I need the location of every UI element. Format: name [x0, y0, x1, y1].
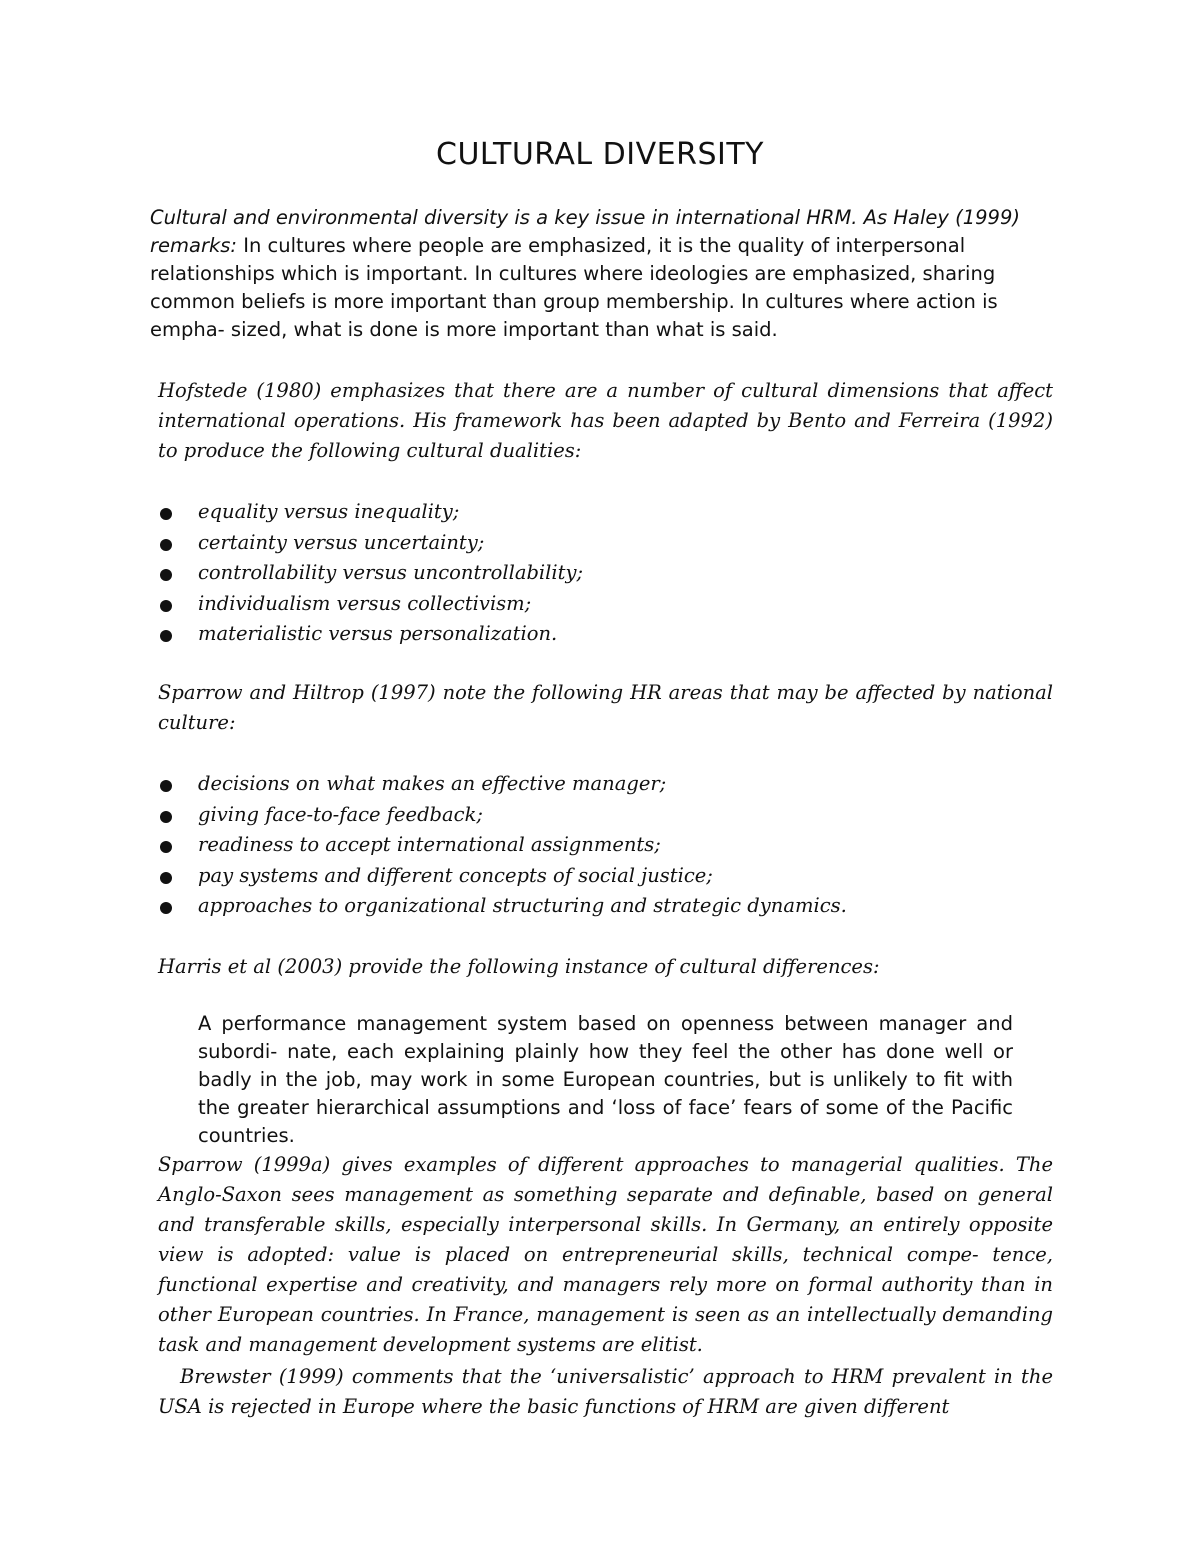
bullet-icon [160, 811, 172, 823]
list-item [158, 558, 583, 589]
list-item-text: materialistic versus personalization. [198, 622, 558, 645]
list-item-text: giving face-to-face feedback; [198, 802, 483, 826]
list-item [158, 891, 847, 922]
bullet-icon [160, 600, 172, 612]
bullet-icon [160, 539, 172, 551]
intro-body-text: In cultures where people are emphasized, it is the quality of interpersonal relationships which is important. In cultures where ideologies are emphasized, sharing common beliefs is more important than group membership. In cultures where action is empha- sized, what is done is more important than what is said. [150, 234, 998, 341]
page-title: CULTURAL DIVERSITY [436, 137, 764, 172]
hr-areas-list [158, 769, 847, 922]
bullet-icon [160, 569, 172, 581]
harris-paragraph: Harris et al (2003) provide the following instance of cultural differences: [158, 955, 880, 978]
bullet-icon [160, 630, 172, 642]
list-item-text: readiness to accept international assignments; [198, 833, 661, 856]
bullet-icon [160, 902, 172, 914]
bullet-icon [160, 508, 172, 520]
sparrow-1999a-paragraph: Sparrow (1999a) gives examples of different approaches to managerial qualities. The Anglo-Saxon sees management as something separate and definable, based on general and transferable skills, especially interpersonal skills. In Germany, an entirely opposite view is adopted: value is placed on entrepreneurial skills, technical compe- tence, functional expertise and creativity, and managers rely more on formal authority than in other European countries. In France, management is seen as an intellectually demanding task and management development systems are elitist. [158, 1153, 1053, 1356]
list-item-text: equality versus inequality; [198, 500, 460, 523]
bullet-icon [160, 780, 172, 792]
list-item [158, 830, 847, 861]
list-item-text: controllability versus uncontrollability; [198, 561, 584, 584]
intro-paragraph [150, 204, 1050, 344]
intro-italic-lead: Cultural and environmental diversity is a key issue in international HRM. As Haley (1999) remarks: [150, 206, 1020, 257]
list-item [158, 861, 847, 892]
list-item-text: decisions on what makes an effective manager; [198, 772, 667, 795]
list-item-text: certainty versus uncertainty; [198, 530, 485, 554]
list-item-text: approaches to organizational structuring and strategic dynamics. [198, 894, 847, 917]
hofstede-paragraph: Hofstede (1980) emphasizes that there are a number of cultural dimensions that affect international operations. His framework has been adapted by Bento and Ferreira (1992) to produce the following cultural dualities: [158, 379, 1053, 462]
sparrow-hiltrop-paragraph: Sparrow and Hiltrop (1997) note the following HR areas that may be affected by national culture: [158, 681, 1053, 734]
list-item [158, 528, 583, 559]
list-item [158, 800, 847, 831]
list-item-text: individualism versus collectivism; [198, 591, 532, 615]
bullet-icon [160, 841, 172, 853]
list-item [158, 497, 583, 528]
bullet-icon [160, 872, 172, 884]
list-item [158, 769, 847, 800]
brewster-paragraph: Brewster (1999) comments that the ‘universalistic’ approach to HRM prevalent in the USA is rejected in Europe where the basic functions of HRM are given different [158, 1365, 1053, 1418]
block-quote: A performance management system based on openness between manager and subordi- nate, each explaining plainly how they feel the other has done well or badly in the job, may work in some European countries, but is unlikely to fit with the greater hierarchical assumptions and ‘loss of face’ fears of some of the Pacific countries. [198, 1012, 1013, 1147]
list-item [158, 589, 583, 620]
list-item-text: pay systems and different concepts of social justice; [198, 863, 713, 887]
cultural-dualities-list [158, 497, 583, 650]
list-item [158, 619, 583, 650]
